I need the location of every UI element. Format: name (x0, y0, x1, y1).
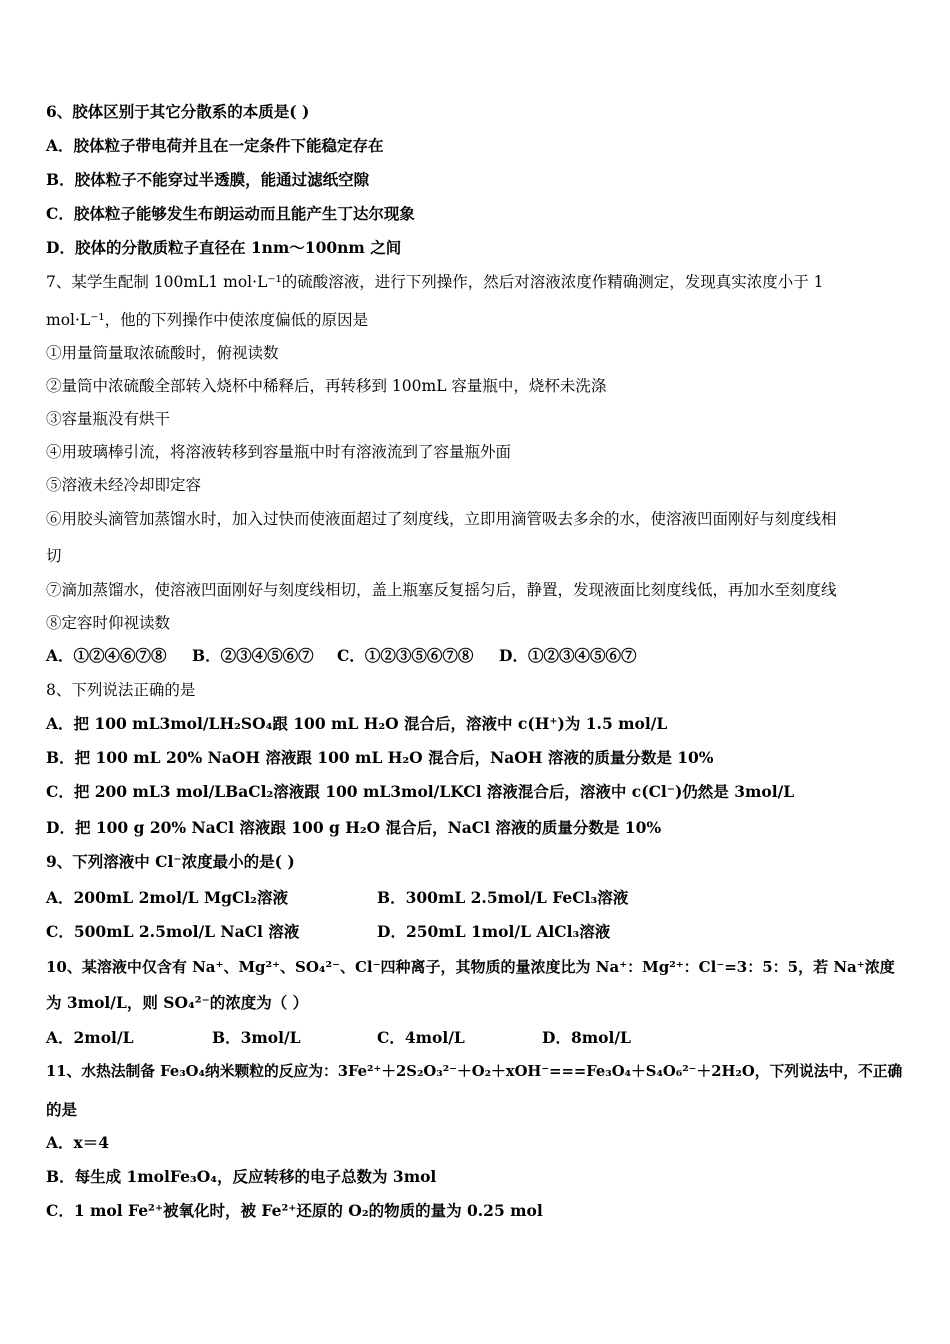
q7-item-4: ④用玻璃棒引流，将溶液转移到容量瓶中时有溶液流到了容量瓶外面 (46, 443, 512, 461)
q11-option-b: B．每生成 1molFe₃O₄，反应转移的电子总数为 3mol (46, 1167, 437, 1186)
q9-option-c: C．500mL 2.5mol/L NaCl 溶液 (46, 922, 300, 941)
q6-option-b: B．胶体粒子不能穿过半透膜，能通过滤纸空隙 (46, 170, 370, 189)
q6-option-a: A．胶体粒子带电荷并且在一定条件下能稳定存在 (46, 136, 384, 155)
q9-option-d: D．250mL 1mol/L AlCl₃溶液 (377, 922, 611, 941)
q10-option-b: B．3mol/L (212, 1028, 301, 1047)
q7-option-c: C．①②③⑤⑥⑦⑧ (337, 646, 474, 665)
q10-option-a: A．2mol/L (46, 1028, 134, 1047)
q8-option-d: D．把 100 g 20% NaCl 溶液跟 100 g H₂O 混合后，NaCl 溶液的质量分数是 10% (46, 818, 662, 837)
q6-option-d: D．胶体的分散质粒子直径在 1nm～100nm 之间 (46, 238, 402, 257)
q7-item-8: ⑧定容时仰视读数 (46, 614, 171, 632)
q7-option-b: B．②③④⑤⑥⑦ (192, 646, 314, 665)
q7-option-a: A．①②④⑥⑦⑧ (46, 646, 167, 665)
q8-option-a: A．把 100 mL3mol/LH₂SO₄跟 100 mL H₂O 混合后，溶液中 c(H⁺)为 1.5 mol/L (46, 714, 668, 733)
q7-item-7: ⑦滴加蒸馏水，使溶液凹面刚好与刻度线相切，盖上瓶塞反复摇匀后，静置，发现液面比刻度线低，再加水至刻度线 (46, 581, 837, 599)
q7-item-1: ①用量筒量取浓硫酸时，俯视读数 (46, 344, 279, 362)
q6-option-c: C．胶体粒子能够发生布朗运动而且能产生丁达尔现象 (46, 204, 415, 223)
q7-stem-line1: 7、某学生配制 100mL1 mol·L⁻¹的硫酸溶液，进行下列操作，然后对溶液浓度作精确测定，发现真实浓度小于 1 (46, 273, 824, 291)
q7-item-6: ⑥用胶头滴管加蒸馏水时，加入过快而使液面超过了刻度线，立即用滴管吸去多余的水，使溶液凹面刚好与刻度线相 (46, 510, 837, 528)
q9-option-b: B．300mL 2.5mol/L FeCl₃溶液 (377, 888, 629, 907)
q7-option-d: D．①②③④⑤⑥⑦ (499, 646, 637, 665)
q8-option-c: C．把 200 mL3 mol/LBaCl₂溶液跟 100 mL3mol/LKCl 溶液混合后，溶液中 c(Cl⁻)仍然是 3mol/L (46, 782, 795, 801)
q7-item-2: ②量筒中浓硫酸全部转入烧杯中稀释后，再转移到 100mL 容量瓶中，烧杯未洗涤 (46, 377, 607, 395)
q11-option-c: C．1 mol Fe²⁺被氧化时，被 Fe²⁺还原的 O₂的物质的量为 0.25 mol (46, 1201, 543, 1220)
q11-option-a: A．x＝4 (46, 1133, 110, 1152)
q9-stem: 9、下列溶液中 Cl⁻浓度最小的是( ) (46, 852, 295, 871)
q6-stem: 6、胶体区别于其它分散系的本质是( ) (46, 102, 310, 121)
q10-stem-line1: 10、某溶液中仅含有 Na⁺、Mg²⁺、SO₄²⁻、Cl⁻四种离子，其物质的量浓度比为 Na⁺：Mg²⁺：Cl⁻=3：5：5，若 Na⁺浓度 (46, 958, 895, 976)
q11-stem-line1: 11、水热法制备 Fe₃O₄纳米颗粒的反应为：3Fe²⁺＋2S₂O₃²⁻＋O₂＋xOH⁻===Fe₃O₄＋S₄O₆²⁻＋2H₂O，下列说法中，不正确 (46, 1063, 903, 1080)
q10-option-d: D．8mol/L (542, 1028, 631, 1047)
q7-item-5: ⑤溶液未经冷却即定容 (46, 476, 202, 494)
q8-stem: 8、下列说法正确的是 (46, 681, 196, 699)
q7-item-3: ③容量瓶没有烘干 (46, 410, 171, 428)
q10-stem-line2: 为 3mol/L，则 SO₄²⁻的浓度为（ ） (46, 993, 309, 1012)
q10-option-c: C．4mol/L (377, 1028, 465, 1047)
q11-stem-line2: 的是 (46, 1100, 78, 1119)
q7-item-6-cont: 切 (46, 547, 62, 565)
q8-option-b: B．把 100 mL 20% NaOH 溶液跟 100 mL H₂O 混合后，NaOH 溶液的质量分数是 10% (46, 748, 714, 767)
q7-stem-line2: mol·L⁻¹，他的下列操作中使浓度偏低的原因是 (46, 311, 369, 329)
q9-option-a: A．200mL 2mol/L MgCl₂溶液 (46, 888, 288, 907)
